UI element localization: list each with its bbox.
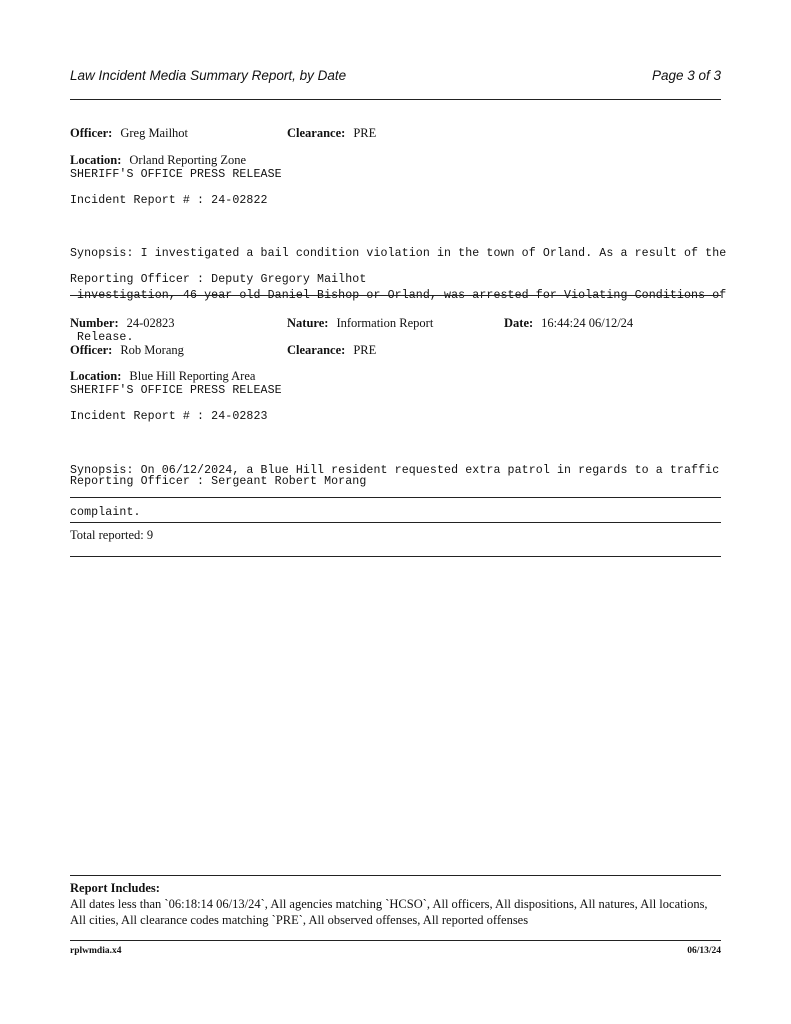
- incident2-date-field: [504, 316, 633, 331]
- officer-value: Rob Morang: [120, 343, 184, 357]
- incident-divider: [70, 497, 721, 498]
- incident-divider: [70, 295, 721, 296]
- number-value: 24-02823: [126, 316, 175, 330]
- incident1-officer-field: [70, 126, 188, 141]
- total-divider-top: [70, 522, 721, 523]
- header-divider: [70, 99, 721, 100]
- clearance-label: Clearance:: [287, 343, 346, 357]
- incident1-clearance-field: [287, 126, 376, 141]
- report-includes-text: All dates less than `06:18:14 06/13/24`, All agencies matching `HCSO`, All officers, All dispositions, All natures, All locations, All cities, All clearance codes matching `PRE`, All observed offenses, All reported offenses: [70, 897, 708, 927]
- report-includes-heading: Report Includes:: [70, 881, 160, 895]
- incident1-location-field: [70, 153, 246, 168]
- total-reported: Total reported: 9: [70, 528, 154, 542]
- nature-label: Nature:: [287, 316, 329, 330]
- clearance-value: PRE: [353, 343, 377, 357]
- officer-label: Officer:: [70, 343, 113, 357]
- officer-value: Greg Mailhot: [120, 126, 189, 140]
- incident2-report-number: Incident Report # : 24-02823: [70, 410, 268, 423]
- clearance-value: PRE: [353, 126, 377, 140]
- incident2-reporting-officer: Reporting Officer : Sergeant Robert Morang: [70, 475, 367, 488]
- clearance-label: Clearance:: [287, 126, 346, 140]
- number-label: Number:: [70, 316, 119, 330]
- footer-divider: [70, 940, 721, 941]
- incident2-location-field: [70, 369, 255, 384]
- report-title: Law Incident Media Summary Report, by Date: [70, 68, 347, 83]
- location-label: Location:: [70, 369, 122, 383]
- incident2-press-release: SHERIFF'S OFFICE PRESS RELEASE: [70, 384, 282, 397]
- synopsis-line: investigation, 46 year old Daniel Bishop or Orland, was arrested for Violating Conditions of: [70, 289, 727, 302]
- synopsis-line: Synopsis: I investigated a bail condition violation in the town of Orland. As a result of the: [70, 247, 727, 260]
- synopsis-line: Release.: [70, 331, 134, 344]
- incident1-reporting-officer: Reporting Officer : Deputy Gregory Mailhot: [70, 273, 367, 286]
- incident1-report-number: Incident Report # : 24-02822: [70, 194, 268, 207]
- date-value: 16:44:24 06/12/24: [541, 316, 634, 330]
- location-label: Location:: [70, 153, 122, 167]
- incident2-nature-field: [287, 316, 433, 331]
- footer-date: 06/13/24: [687, 946, 721, 956]
- program-name: rplwmdia.x4: [70, 946, 122, 956]
- incident2-clearance-field: [287, 343, 376, 358]
- incident1-press-release: SHERIFF'S OFFICE PRESS RELEASE: [70, 168, 282, 181]
- includes-divider: [70, 875, 721, 876]
- date-label: Date:: [504, 316, 534, 330]
- incident2-officer-field: [70, 343, 184, 358]
- incident2-number-field: [70, 316, 175, 331]
- location-value: Orland Reporting Zone: [129, 153, 247, 167]
- officer-label: Officer:: [70, 126, 113, 140]
- incident1-synopsis: [70, 219, 730, 359]
- page-number: Page 3 of 3: [651, 68, 721, 83]
- total-divider-bottom: [70, 556, 721, 557]
- nature-value: Information Report: [336, 316, 434, 330]
- location-value: Blue Hill Reporting Area: [129, 369, 256, 383]
- synopsis-line: complaint.: [70, 506, 141, 519]
- synopsis-line: Synopsis: On 06/12/2024, a Blue Hill resident requested extra patrol in regards to a traffic: [70, 464, 720, 477]
